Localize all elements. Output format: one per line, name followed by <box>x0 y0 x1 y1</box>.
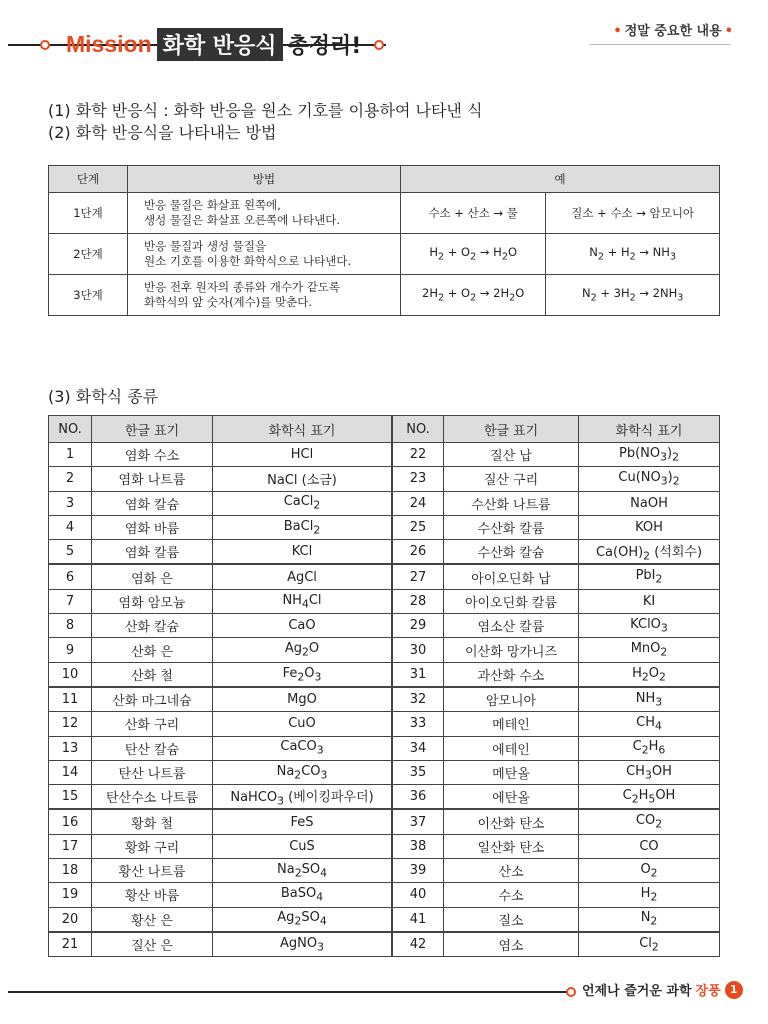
example-1-cell: $2H_2 + O_2 \to 2H_2O$ <box>401 275 546 316</box>
formula-cell: $O_2$ <box>579 859 720 883</box>
method-row <box>49 275 720 316</box>
header-no-left: NO. <box>49 416 92 443</box>
formula-cell: MnO$_2$ <box>579 638 720 662</box>
header-step: 단계 <box>49 166 128 193</box>
section-3-title: (3) 화학식 종류 <box>48 387 159 406</box>
no-cell: 35 <box>392 760 444 784</box>
korean-name-cell: 산화 칼슘 <box>92 614 213 638</box>
formula-cell: BaCl$_2$ <box>213 515 393 539</box>
formula-cell: $CH_3OH$ <box>579 760 720 784</box>
no-cell: 22 <box>392 443 444 467</box>
korean-name-cell: 산화 구리 <box>92 712 213 736</box>
title-mission: Mission <box>66 31 152 57</box>
no-cell: 29 <box>392 614 444 638</box>
formula-cell: CO <box>579 834 720 858</box>
page-number: 1 <box>725 981 743 999</box>
formula-cell: CaCO$_3$ <box>213 736 393 760</box>
formula-cell: CaCl$_2$ <box>213 491 393 515</box>
tag-underline <box>590 44 730 45</box>
no-cell: 36 <box>392 785 444 810</box>
formula-cell: FeS <box>213 809 393 834</box>
korean-name-cell: 질소 <box>444 907 579 932</box>
korean-name-cell: 암모니아 <box>444 687 579 712</box>
header-no-right: NO. <box>392 416 444 443</box>
formula-cell: $NH_4Cl$ <box>213 589 393 613</box>
formula-cell: PbI$_2$ <box>579 564 720 589</box>
method-table <box>48 165 720 316</box>
table-row <box>49 809 720 834</box>
korean-name-cell: 이산화 망가니즈 <box>444 638 579 662</box>
method-row <box>49 193 720 234</box>
korean-name-cell: 질산 납 <box>444 443 579 467</box>
korean-name-cell: 산소 <box>444 859 579 883</box>
method-cell: 반응 물질은 화살표 왼쪽에, 생성 물질은 화살표 오른쪽에 나타낸다. <box>128 193 401 234</box>
tag-left-mark-icon: • <box>613 24 622 39</box>
no-cell: 23 <box>392 467 444 491</box>
footer-brand: 장풍 <box>695 984 721 999</box>
no-cell: 4 <box>49 515 92 539</box>
formula-cell: $Pb(NO_3)_2$ <box>579 443 720 467</box>
header-method: 방법 <box>128 166 401 193</box>
no-cell: 7 <box>49 589 92 613</box>
header-korean-right: 한글 표기 <box>444 416 579 443</box>
korean-name-cell: 염화 수소 <box>92 443 213 467</box>
formula-cell: $Ag_2SO_4$ <box>213 907 393 932</box>
no-cell: 19 <box>49 883 92 907</box>
no-cell: 10 <box>49 662 92 687</box>
definitions <box>48 100 482 144</box>
formula-cell: $CO_2$ <box>579 809 720 834</box>
korean-name-cell: 산화 은 <box>92 638 213 662</box>
table-row <box>49 515 720 539</box>
korean-name-cell: 산화 철 <box>92 662 213 687</box>
formula-cell: AgCl <box>213 564 393 589</box>
formula-cell: $H_2$ <box>579 883 720 907</box>
korean-name-cell: 황화 철 <box>92 809 213 834</box>
formula-cell: HCl <box>213 443 393 467</box>
no-cell: 8 <box>49 614 92 638</box>
table-row <box>49 932 720 957</box>
formula-cell: CuO <box>213 712 393 736</box>
korean-name-cell: 염화 칼슘 <box>92 491 213 515</box>
table-row <box>49 883 720 907</box>
example-1-cell: $H_2 + O_2 \to H_2O$ <box>401 234 546 275</box>
korean-name-cell: 수산화 나트륨 <box>444 491 579 515</box>
no-cell: 13 <box>49 736 92 760</box>
no-cell: 28 <box>392 589 444 613</box>
table-row <box>49 540 720 565</box>
table-row <box>49 589 720 613</box>
no-cell: 40 <box>392 883 444 907</box>
method-row <box>49 234 720 275</box>
korean-name-cell: 과산화 수소 <box>444 662 579 687</box>
korean-name-cell: 염소 <box>444 932 579 957</box>
formula-cell: $Na_2SO_4$ <box>213 859 393 883</box>
header-korean-left: 한글 표기 <box>92 416 213 443</box>
no-cell: 14 <box>49 760 92 784</box>
no-cell: 33 <box>392 712 444 736</box>
no-cell: 31 <box>392 662 444 687</box>
korean-name-cell: 메테인 <box>444 712 579 736</box>
formula-cell: $H_2O_2$ <box>579 662 720 687</box>
step-cell: 1단계 <box>49 193 128 234</box>
no-cell: 24 <box>392 491 444 515</box>
header-left-ornament-icon <box>40 40 50 50</box>
formula-cell: $N_2$ <box>579 907 720 932</box>
header-example: 예 <box>401 166 720 193</box>
formula-cell: NaHCO$_3$ (베이킹파우더) <box>213 785 393 810</box>
korean-name-cell: 염화 은 <box>92 564 213 589</box>
korean-name-cell: 황산 바륨 <box>92 883 213 907</box>
no-cell: 17 <box>49 834 92 858</box>
korean-name-cell: 질산 은 <box>92 932 213 957</box>
formula-table <box>48 415 720 957</box>
no-cell: 37 <box>392 809 444 834</box>
step-cell: 2단계 <box>49 234 128 275</box>
tag-text: 정말 중요한 내용 <box>624 24 722 39</box>
table-row <box>49 614 720 638</box>
table-row <box>49 638 720 662</box>
definition-2: (2) 화학 반응식을 나타내는 방법 <box>48 123 277 142</box>
formula-cell: $Cl_2$ <box>579 932 720 957</box>
table-row <box>49 907 720 932</box>
example-1-cell: 수소 + 산소 → 물 <box>401 193 546 234</box>
korean-name-cell: 탄산수소 나트륨 <box>92 785 213 810</box>
no-cell: 9 <box>49 638 92 662</box>
table-row <box>49 736 720 760</box>
korean-name-cell: 일산화 탄소 <box>444 834 579 858</box>
formula-cell: NaCl (소금) <box>213 467 393 491</box>
header-formula-left: 화학식 표기 <box>213 416 393 443</box>
footer-text: 언제나 즐거운 과학 <box>582 984 692 999</box>
example-2-cell: 질소 + 수소 → 암모니아 <box>546 193 720 234</box>
footer <box>582 980 743 999</box>
formula-cell: $CH_4$ <box>579 712 720 736</box>
title-rest: 총정리! <box>287 34 362 59</box>
header-right-ornament-icon <box>374 40 384 50</box>
example-2-cell: $N_2 + 3H_2 \to 2NH_3$ <box>546 275 720 316</box>
no-cell: 12 <box>49 712 92 736</box>
table-row <box>49 760 720 784</box>
no-cell: 27 <box>392 564 444 589</box>
formula-cell: MgO <box>213 687 393 712</box>
title-highlight: 화학 반응식 <box>157 28 283 61</box>
korean-name-cell: 아이오딘화 납 <box>444 564 579 589</box>
korean-name-cell: 수산화 칼슘 <box>444 540 579 565</box>
formula-cell: $Cu(NO_3)_2$ <box>579 467 720 491</box>
korean-name-cell: 산화 마그네슘 <box>92 687 213 712</box>
no-cell: 41 <box>392 907 444 932</box>
header-formula-right: 화학식 표기 <box>579 416 720 443</box>
formula-cell: $Ag_2O$ <box>213 638 393 662</box>
table-row <box>49 834 720 858</box>
korean-name-cell: 염소산 칼륨 <box>444 614 579 638</box>
formula-cell: CaO <box>213 614 393 638</box>
footer-ornament-icon <box>566 987 576 997</box>
formula-cell: $C_2H_6$ <box>579 736 720 760</box>
formula-cell: CuS <box>213 834 393 858</box>
formula-table-header <box>49 416 720 443</box>
korean-name-cell: 황화 구리 <box>92 834 213 858</box>
no-cell: 15 <box>49 785 92 810</box>
korean-name-cell: 염화 암모늄 <box>92 589 213 613</box>
tag-right-mark-icon: • <box>724 24 733 39</box>
no-cell: 20 <box>49 907 92 932</box>
formula-cell: AgNO$_3$ <box>213 932 393 957</box>
step-cell: 3단계 <box>49 275 128 316</box>
no-cell: 30 <box>392 638 444 662</box>
no-cell: 34 <box>392 736 444 760</box>
formula-cell: KI <box>579 589 720 613</box>
korean-name-cell: 탄산 칼슘 <box>92 736 213 760</box>
no-cell: 21 <box>49 932 92 957</box>
no-cell: 38 <box>392 834 444 858</box>
table-row <box>49 564 720 589</box>
formula-cell: NaOH <box>579 491 720 515</box>
no-cell: 26 <box>392 540 444 565</box>
importance-tag <box>610 20 736 39</box>
method-cell: 반응 물질과 생성 물질을 원소 기호를 이용한 화학식으로 나타낸다. <box>128 234 401 275</box>
korean-name-cell: 수소 <box>444 883 579 907</box>
method-cell: 반응 전후 원자의 종류와 개수가 같도록 화학식의 앞 숫자(계수)를 맞춘다. <box>128 275 401 316</box>
no-cell: 11 <box>49 687 92 712</box>
formula-cell: $Na_2CO_3$ <box>213 760 393 784</box>
no-cell: 3 <box>49 491 92 515</box>
korean-name-cell: 질산 구리 <box>444 467 579 491</box>
no-cell: 39 <box>392 859 444 883</box>
table-row <box>49 491 720 515</box>
no-cell: 2 <box>49 467 92 491</box>
korean-name-cell: 황산 나트륨 <box>92 859 213 883</box>
korean-name-cell: 이산화 탄소 <box>444 809 579 834</box>
korean-name-cell: 염화 바륨 <box>92 515 213 539</box>
korean-name-cell: 아이오딘화 칼륨 <box>444 589 579 613</box>
formula-cell: BaSO$_4$ <box>213 883 393 907</box>
table-row <box>49 662 720 687</box>
korean-name-cell: 탄산 나트륨 <box>92 760 213 784</box>
formula-cell: $C_2H_5OH$ <box>579 785 720 810</box>
formula-cell: $Ca(OH)_2$ (석회수) <box>579 540 720 565</box>
example-2-cell: $N_2 + H_2 \to NH_3$ <box>546 234 720 275</box>
formula-cell: KClO$_3$ <box>579 614 720 638</box>
no-cell: 18 <box>49 859 92 883</box>
no-cell: 1 <box>49 443 92 467</box>
korean-name-cell: 염화 칼륨 <box>92 540 213 565</box>
no-cell: 25 <box>392 515 444 539</box>
korean-name-cell: 황산 은 <box>92 907 213 932</box>
table-row <box>49 859 720 883</box>
no-cell: 6 <box>49 564 92 589</box>
korean-name-cell: 수산화 칼륨 <box>444 515 579 539</box>
definition-1: (1) 화학 반응식 : 화학 반응을 원소 기호를 이용하여 나타낸 식 <box>48 101 483 120</box>
formula-cell: $NH_3$ <box>579 687 720 712</box>
no-cell: 16 <box>49 809 92 834</box>
page-title <box>66 28 361 61</box>
korean-name-cell: 에탄올 <box>444 785 579 810</box>
formula-cell: KOH <box>579 515 720 539</box>
table-row <box>49 785 720 810</box>
korean-name-cell: 염화 나트륨 <box>92 467 213 491</box>
no-cell: 42 <box>392 932 444 957</box>
korean-name-cell: 에테인 <box>444 736 579 760</box>
no-cell: 32 <box>392 687 444 712</box>
korean-name-cell: 메탄올 <box>444 760 579 784</box>
formula-cell: KCl <box>213 540 393 565</box>
table-row <box>49 443 720 467</box>
formula-cell: $Fe_2O_3$ <box>213 662 393 687</box>
footer-rule <box>8 991 573 993</box>
table-row <box>49 467 720 491</box>
method-table-header <box>49 166 720 193</box>
table-row <box>49 712 720 736</box>
table-row <box>49 687 720 712</box>
no-cell: 5 <box>49 540 92 565</box>
